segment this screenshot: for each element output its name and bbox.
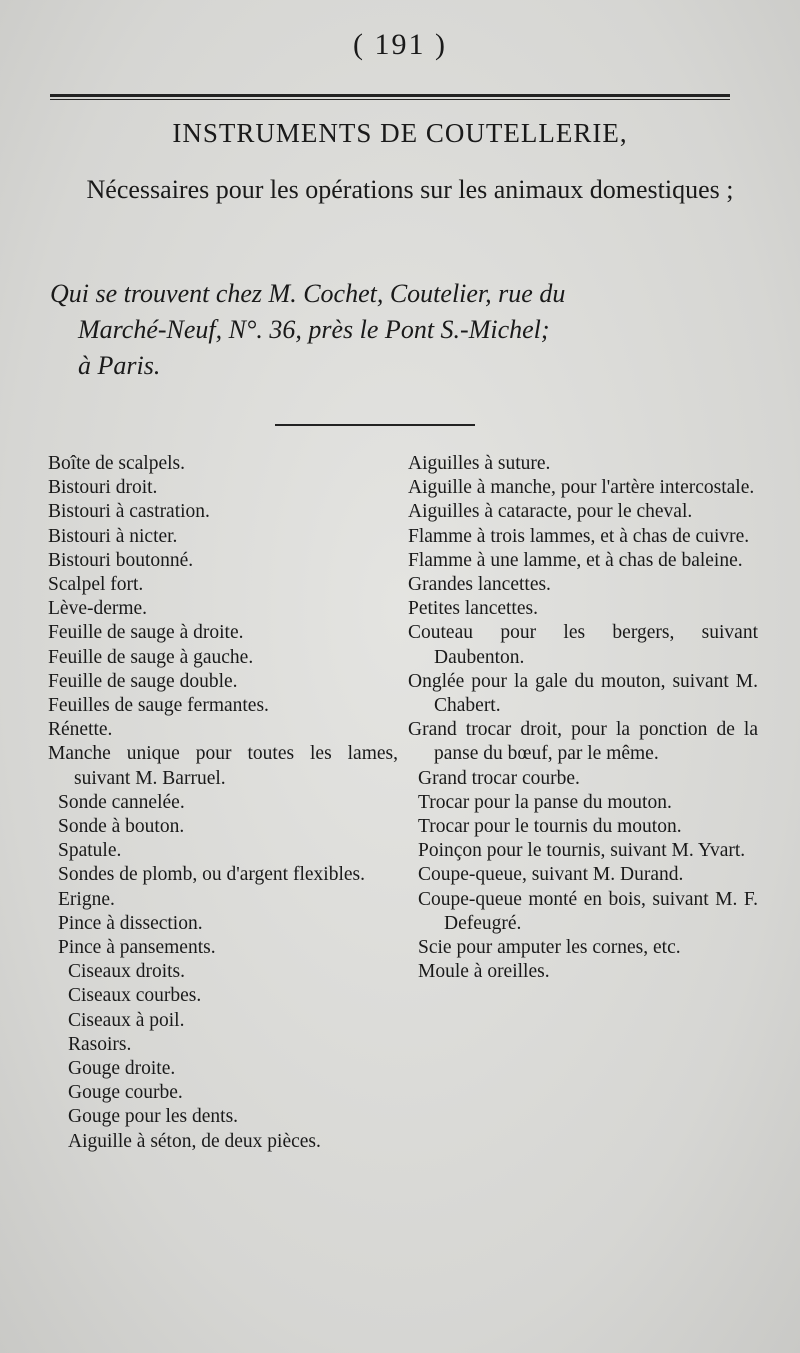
list-item: Manche unique pour toutes les lames, suivant M. Barruel. xyxy=(48,743,398,789)
list-item: Couteau pour les bergers, suivant Daubenton. xyxy=(408,622,758,668)
list-item: Aiguilles à cataracte, pour le cheval. xyxy=(408,501,693,523)
list-item: Trocar pour le tournis du mouton. xyxy=(418,816,682,838)
list-item: Onglée pour la gale du mouton, suivant M. Chabert. xyxy=(408,670,758,717)
list-item: Scie pour amputer les cornes, etc. xyxy=(418,937,681,959)
list-item: Bistouri à castration. xyxy=(48,501,210,523)
divider-rule xyxy=(275,424,475,426)
list-item: Sondes de plomb, ou d'argent flexibles. xyxy=(58,864,365,886)
list-item: Rasoirs. xyxy=(68,1033,132,1055)
list-item: Spatule. xyxy=(58,840,122,862)
list-item: Flamme à une lamme, et à chas de baleine. xyxy=(408,549,743,571)
list-item: Bistouri droit. xyxy=(48,477,158,499)
list-item: Feuille de sauge à gauche. xyxy=(48,646,254,668)
list-item: Ciseaux droits. xyxy=(68,961,185,983)
list-item: Sonde à bouton. xyxy=(58,816,185,838)
list-item: Bistouri boutonné. xyxy=(48,549,194,571)
list-item: Lève-derme. xyxy=(48,598,148,620)
address-line-3: à Paris. xyxy=(78,351,161,380)
list-item: Rénette. xyxy=(48,719,113,741)
list-item: Coupe-queue monté en bois, suivant M. F. Defeugré. xyxy=(418,888,758,934)
list-item: Moule à oreilles. xyxy=(418,961,550,983)
list-item: Flamme à trois lammes, et à chas de cuivre. xyxy=(408,525,750,547)
list-item: Ciseaux courbes. xyxy=(68,985,202,1007)
list-item: Aiguille à manche, pour l'artère intercostale. xyxy=(408,477,755,499)
address-line-2: Marché-Neuf, N°. 36, près le Pont S.-Michel; xyxy=(78,315,550,344)
list-item: Scalpel fort. xyxy=(48,574,144,596)
page-number: ( 191 ) xyxy=(353,28,447,61)
list-item: Feuille de sauge double. xyxy=(48,670,238,692)
list-item: Grand trocar courbe. xyxy=(418,767,580,789)
list-item: Poinçon pour le tournis, suivant M. Yvart. xyxy=(418,840,746,862)
list-item: Aiguille à séton, de deux pièces. xyxy=(68,1130,321,1152)
list-item: Feuilles de sauge fermantes. xyxy=(48,695,269,717)
list-item: Grand trocar droit, pour la ponction de la panse du bœuf, par le même. xyxy=(408,719,758,765)
address-line-1: Qui se trouvent chez M. Cochet, Coutelier, rue du xyxy=(50,279,566,308)
list-item: Pince à pansements. xyxy=(58,937,216,959)
header-rule xyxy=(50,94,730,100)
instrument-list-right xyxy=(408,452,758,984)
list-item: Pince à dissection. xyxy=(58,912,203,934)
list-item: Sonde cannelée. xyxy=(58,791,185,813)
list-item: Petites lancettes. xyxy=(408,598,538,620)
supplier-address xyxy=(50,276,760,384)
list-item: Feuille de sauge à droite. xyxy=(48,622,244,644)
list-item: Grandes lancettes. xyxy=(408,574,551,596)
section-subtitle: Nécessaires pour les opérations sur les animaux domestiques ; xyxy=(86,175,734,204)
list-item: Aiguilles à suture. xyxy=(408,453,551,474)
list-item: Ciseaux à poil. xyxy=(68,1009,185,1031)
list-item: Boîte de scalpels. xyxy=(48,453,186,474)
list-item: Gouge droite. xyxy=(68,1058,176,1080)
list-item: Erigne. xyxy=(58,888,115,910)
section-title: INSTRUMENTS DE COUTELLERIE, xyxy=(172,118,628,148)
list-item: Trocar pour la panse du mouton. xyxy=(418,791,672,813)
list-item: Gouge courbe. xyxy=(68,1082,183,1104)
list-item: Gouge pour les dents. xyxy=(68,1106,239,1128)
list-item: Bistouri à nicter. xyxy=(48,525,178,547)
list-item: Coupe-queue, suivant M. Durand. xyxy=(418,864,684,886)
instrument-list-left xyxy=(48,452,398,1154)
